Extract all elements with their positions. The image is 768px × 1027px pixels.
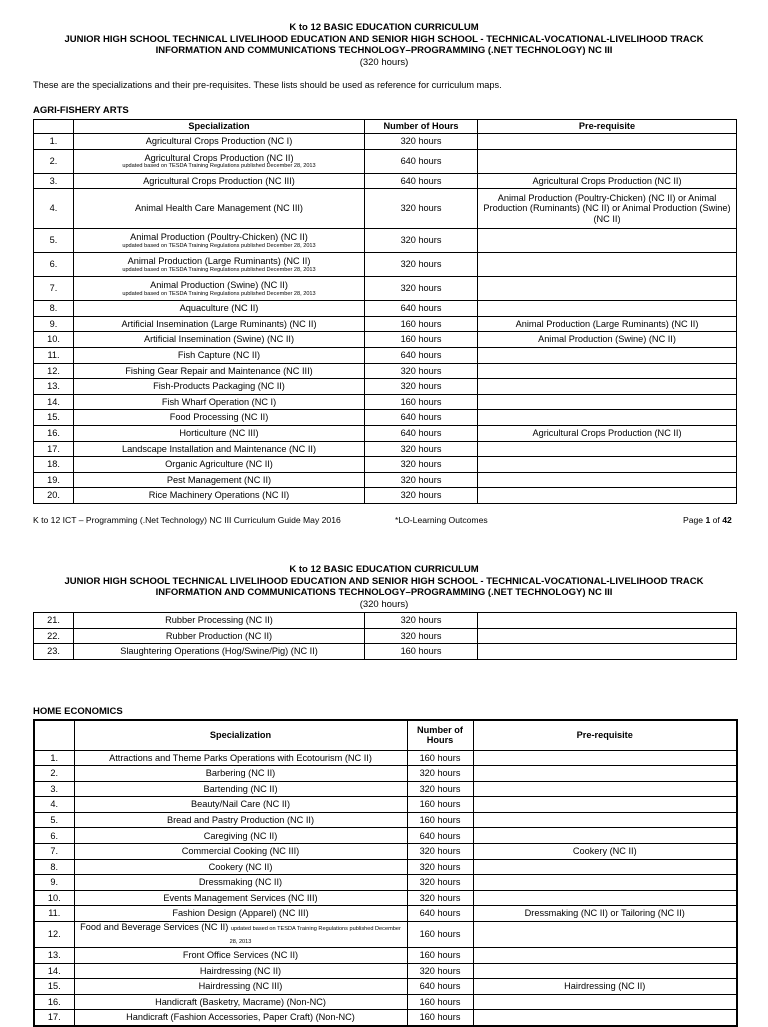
row-specialization [74,173,365,189]
table-row [34,253,737,277]
row-hours: 320 hours [365,379,478,395]
row-specialization [74,425,365,441]
header2-line3: INFORMATION AND COMMUNICATIONS TECHNOLOGY–PROGRAMMING (.NET TECHNOLOGY) NC III [155,587,613,598]
specialization-note: updated based on TESDA Training Regulations published December 28, 2013 [122,266,316,273]
row-specialization [74,890,407,906]
row-hours: 320 hours [407,859,473,875]
row-specialization [74,488,365,504]
row-hours: 640 hours [365,301,478,317]
specialization-text: Animal Production (Swine) (NC II) [150,280,288,291]
row-hours: 640 hours [365,347,478,363]
table-row [34,750,737,766]
table-row [34,948,737,964]
col2-prerequisite: Pre-requisite [473,720,737,750]
specialization-note: updated based on TESDA Training Regulations published December 28, 2013 [122,163,316,170]
specialization-text: Fashion Design (Apparel) (NC III) [172,908,309,919]
row-hours: 320 hours [365,253,478,277]
specialization-text: Beauty/Nail Care (NC II) [190,799,291,810]
table-row [34,347,737,363]
row-hours: 320 hours [407,766,473,782]
table-row [34,134,737,150]
specialization-text: Animal Production (Poultry-Chicken) (NC II) [130,232,308,243]
row-hours: 320 hours [365,189,478,229]
row-specialization [74,189,365,229]
table-row [34,922,737,948]
row-prerequisite: Animal Production (Poultry-Chicken) (NC II) or Animal Production (Ruminants) (NC II) or Animal Production (Swine) (NC II) [478,189,737,229]
header2-line1: K to 12 BASIC EDUCATION CURRICULUM [289,564,479,575]
footer-page-total: 42 [722,515,732,525]
row-hours: 160 hours [407,797,473,813]
table-row [34,979,737,995]
row-prerequisite [478,410,737,426]
row-number: 18. [34,457,74,473]
row-number: 20. [34,488,74,504]
row-specialization [74,781,407,797]
specialization-text: Front Office Services (NC II) [182,950,299,961]
agri-fishery-table-continued [33,612,737,660]
row-prerequisite: Agricultural Crops Production (NC II) [478,425,737,441]
col-num [34,120,74,134]
table-row [34,277,737,301]
row-number: 3. [34,781,74,797]
specialization-text: Caregiving (NC II) [203,830,278,841]
row-prerequisite [478,347,737,363]
row-specialization [74,472,365,488]
row-prerequisite [473,875,737,891]
row-specialization [74,963,407,979]
row-number: 2. [34,766,74,782]
row-hours: 320 hours [365,441,478,457]
specialization-note: updated based on TESDA Training Regulations published December 28, 2013 [122,290,316,297]
row-hours: 160 hours [407,922,473,948]
table-row [34,410,737,426]
row-hours: 160 hours [407,750,473,766]
specialization-text: Animal Health Care Management (NC III) [135,203,303,214]
specialization-text: Handicraft (Basketry, Macrame) (Non-NC) [155,996,326,1007]
table-row [34,613,737,629]
row-specialization [74,316,365,332]
row-number: 22. [34,628,74,644]
row-specialization [74,277,365,301]
specialization-text: Hairdressing (NC III) [198,981,283,992]
row-number: 4. [34,189,74,229]
row-specialization [74,229,365,253]
table-row [34,797,737,813]
table-row [34,1010,737,1026]
row-prerequisite [478,472,737,488]
row-hours: 320 hours [407,781,473,797]
col-prerequisite: Pre-requisite [478,120,737,134]
row-specialization [74,644,365,660]
row-hours: 160 hours [407,948,473,964]
row-specialization [74,906,407,922]
row-specialization [74,1010,407,1026]
row-number: 11. [34,347,74,363]
specialization-text: Slaughtering Operations (Hog/Swine/Pig) (NC II) [120,646,318,657]
row-number: 1. [34,750,74,766]
row-specialization [74,149,365,173]
row-number: 11. [34,906,74,922]
row-number: 13. [34,948,74,964]
footer-page-of: of [710,515,723,525]
table-row [34,316,737,332]
row-specialization [74,844,407,860]
row-prerequisite [473,781,737,797]
header-line1: K to 12 BASIC EDUCATION CURRICULUM [289,22,479,33]
row-hours: 320 hours [365,277,478,301]
table-row [34,379,737,395]
row-number: 14. [34,963,74,979]
specialization-text: Commercial Cooking (NC III) [181,846,300,857]
row-prerequisite: Agricultural Crops Production (NC II) [478,173,737,189]
row-prerequisite [473,797,737,813]
table-row [34,457,737,473]
row-prerequisite [478,613,737,629]
specialization-note: updated based on TESDA Training Regulations published December 28, 2013 [229,926,401,945]
specialization-text: Barbering (NC II) [205,768,276,779]
row-specialization [74,922,407,948]
row-hours: 320 hours [407,963,473,979]
table-row [34,875,737,891]
specialization-text: Fish-Products Packaging (NC II) [153,381,285,392]
row-number: 13. [34,379,74,395]
row-hours: 320 hours [365,488,478,504]
row-number: 10. [34,890,74,906]
row-prerequisite [478,488,737,504]
col-specialization: Specialization [74,120,365,134]
section-title-home-economics: HOME ECONOMICS [33,706,123,717]
row-specialization [74,875,407,891]
row-specialization [74,613,365,629]
table-row [34,890,737,906]
specialization-text: Food and Beverage Services (NC II) [80,922,229,933]
table-row [34,644,737,660]
row-number: 5. [34,812,74,828]
table-row [34,394,737,410]
row-prerequisite [473,766,737,782]
table-row [34,906,737,922]
row-number: 16. [34,425,74,441]
row-specialization [74,628,365,644]
table-row [34,812,737,828]
page2-header [0,564,768,610]
row-specialization [74,750,407,766]
row-hours: 320 hours [365,457,478,473]
row-specialization [74,441,365,457]
specialization-text: Handicraft (Fashion Accessories, Paper Craft) (Non-NC) [126,1012,355,1023]
row-prerequisite [478,441,737,457]
row-specialization [74,828,407,844]
row-prerequisite [473,828,737,844]
specialization-text: Events Management Services (NC III) [163,892,318,903]
footer-page-num: 1 [705,515,711,525]
specialization-text: Organic Agriculture (NC II) [165,459,273,470]
row-prerequisite [478,394,737,410]
row-hours: 640 hours [407,828,473,844]
table-row [34,472,737,488]
footer-mid: *LO-Learning Outcomes [395,515,488,525]
table-row [34,149,737,173]
row-hours: 640 hours [365,149,478,173]
row-prerequisite [478,628,737,644]
col2-num [34,720,74,750]
row-hours: 160 hours [407,1010,473,1026]
row-hours: 320 hours [407,890,473,906]
row-number: 9. [34,875,74,891]
specialization-text: Attractions and Theme Parks Operations with Ecotourism (NC II) [109,752,372,763]
specialization-text: Agricultural Crops Production (NC I) [145,136,293,147]
row-prerequisite [473,890,737,906]
row-number: 3. [34,173,74,189]
table-row [34,332,737,348]
row-prerequisite [473,1010,737,1026]
row-hours: 160 hours [365,332,478,348]
specialization-text: Fishing Gear Repair and Maintenance (NC III) [125,365,313,376]
table-row [34,363,737,379]
row-hours: 160 hours [365,644,478,660]
table-row [34,189,737,229]
row-hours: 160 hours [407,994,473,1010]
specialization-text: Bread and Pastry Production (NC II) [166,814,315,825]
header-line3: INFORMATION AND COMMUNICATIONS TECHNOLOGY–PROGRAMMING (.NET TECHNOLOGY) NC III [155,45,613,56]
specialization-text: Food Processing (NC II) [169,412,269,423]
col-hours: Number of Hours [365,120,478,134]
specialization-text: Fish Wharf Operation (NC I) [161,396,277,407]
specialization-text: Landscape Installation and Maintenance (NC II) [121,443,317,454]
row-hours: 640 hours [365,410,478,426]
row-prerequisite: Hairdressing (NC II) [473,979,737,995]
row-specialization [74,332,365,348]
row-number: 9. [34,316,74,332]
specialization-text: Animal Production (Large Ruminants) (NC II) [127,256,311,267]
row-number: 5. [34,229,74,253]
row-specialization [74,363,365,379]
header-line4: (320 hours) [359,56,409,68]
row-prerequisite [478,644,737,660]
row-prerequisite [473,963,737,979]
row-hours: 160 hours [365,316,478,332]
row-specialization [74,410,365,426]
row-specialization [74,812,407,828]
row-prerequisite [473,994,737,1010]
specialization-text: Artificial Insemination (Swine) (NC II) [143,334,295,345]
col2-hours: Number of Hours [407,720,473,750]
row-number: 2. [34,149,74,173]
row-specialization [74,979,407,995]
table-row [34,441,737,457]
row-prerequisite [478,149,737,173]
row-specialization [74,994,407,1010]
row-prerequisite [473,812,737,828]
row-number: 12. [34,363,74,379]
table-row [34,844,737,860]
row-prerequisite [478,277,737,301]
row-prerequisite [473,859,737,875]
row-prerequisite [478,253,737,277]
row-number: 12. [34,922,74,948]
section-title-agri: AGRI-FISHERY ARTS [33,105,129,116]
header2-line2: JUNIOR HIGH SCHOOL TECHNICAL LIVELIHOOD EDUCATION AND SENIOR HIGH SCHOOL - TECHNICAL-VOCATIONAL-LIVELIHOOD TRACK [64,575,704,587]
row-specialization [74,253,365,277]
table-row [34,994,737,1010]
row-number: 4. [34,797,74,813]
row-hours: 160 hours [407,812,473,828]
header-line2: JUNIOR HIGH SCHOOL TECHNICAL LIVELIHOOD EDUCATION AND SENIOR HIGH SCHOOL - TECHNICAL-VOCATIONAL-LIVELIHOOD TRACK [64,33,704,45]
specialization-text: Rubber Processing (NC II) [165,615,273,626]
header2-line4: (320 hours) [359,598,409,610]
row-prerequisite [478,457,737,473]
row-specialization [74,301,365,317]
row-prerequisite [473,750,737,766]
row-prerequisite [478,229,737,253]
row-specialization [74,347,365,363]
row-number: 15. [34,979,74,995]
row-prerequisite [473,948,737,964]
table-row [34,425,737,441]
row-number: 8. [34,859,74,875]
row-prerequisite [478,134,737,150]
row-number: 10. [34,332,74,348]
row-hours: 640 hours [407,906,473,922]
table-row [34,766,737,782]
row-prerequisite: Animal Production (Swine) (NC II) [478,332,737,348]
col2-specialization: Specialization [74,720,407,750]
row-number: 17. [34,1010,74,1026]
row-prerequisite: Animal Production (Large Ruminants) (NC II) [478,316,737,332]
specialization-text: Hairdressing (NC II) [199,965,282,976]
row-number: 6. [34,253,74,277]
specialization-text: Bartending (NC II) [203,783,278,794]
row-hours: 320 hours [365,628,478,644]
row-specialization [74,766,407,782]
row-number: 14. [34,394,74,410]
specialization-text: Agricultural Crops Production (NC II) [144,152,294,163]
row-hours: 320 hours [365,472,478,488]
row-hours: 640 hours [365,173,478,189]
row-hours: 320 hours [365,613,478,629]
table-row [34,828,737,844]
table-row [34,301,737,317]
specialization-text: Pest Management (NC II) [166,474,272,485]
specialization-note: updated based on TESDA Training Regulations published December 28, 2013 [122,242,316,249]
table-row [34,628,737,644]
specialization-text: Aquaculture (NC II) [179,303,259,314]
specialization-text: Fish Capture (NC II) [177,350,261,361]
row-prerequisite [478,379,737,395]
row-number: 6. [34,828,74,844]
table-row [34,229,737,253]
row-prerequisite: Cookery (NC II) [473,844,737,860]
row-number: 8. [34,301,74,317]
row-number: 1. [34,134,74,150]
row-specialization [74,797,407,813]
row-prerequisite: Dressmaking (NC II) or Tailoring (NC II) [473,906,737,922]
row-number: 23. [34,644,74,660]
row-hours: 640 hours [407,979,473,995]
home-economics-table [33,719,738,1027]
specialization-text: Agricultural Crops Production (NC III) [143,175,295,186]
table-row [34,173,737,189]
row-number: 16. [34,994,74,1010]
row-specialization [74,379,365,395]
row-specialization [74,859,407,875]
row-prerequisite [478,363,737,379]
row-specialization [74,394,365,410]
row-specialization [74,457,365,473]
table-row [34,781,737,797]
footer-left: K to 12 ICT – Programming (.Net Technology) NC III Curriculum Guide May 2016 [33,515,341,525]
row-number: 21. [34,613,74,629]
specialization-text: Horticulture (NC III) [179,427,259,438]
row-number: 7. [34,844,74,860]
agri-fishery-table [33,119,737,504]
footer-page-prefix: Page [683,515,706,525]
specialization-text: Artificial Insemination (Large Ruminants) (NC II) [121,318,317,329]
row-number: 15. [34,410,74,426]
row-number: 17. [34,441,74,457]
row-number: 7. [34,277,74,301]
table-row [34,488,737,504]
row-hours: 320 hours [365,229,478,253]
footer-page [683,515,732,525]
row-number: 19. [34,472,74,488]
intro-text: These are the specializations and their pre-requisites. These lists should be used as reference for curriculum maps. [33,80,502,90]
row-prerequisite [473,922,737,948]
row-specialization [74,134,365,150]
page1-header [0,22,768,68]
specialization-text: Rubber Production (NC II) [165,630,273,641]
specialization-text: Cookery (NC II) [208,861,273,872]
row-hours: 160 hours [365,394,478,410]
row-hours: 320 hours [407,875,473,891]
table-row [34,963,737,979]
row-hours: 320 hours [365,134,478,150]
row-specialization [74,948,407,964]
specialization-text: Rice Machinery Operations (NC II) [148,490,290,501]
specialization-text: Dressmaking (NC II) [198,877,283,888]
row-hours: 640 hours [365,425,478,441]
row-hours: 320 hours [407,844,473,860]
row-hours: 320 hours [365,363,478,379]
table-row [34,859,737,875]
row-prerequisite [478,301,737,317]
